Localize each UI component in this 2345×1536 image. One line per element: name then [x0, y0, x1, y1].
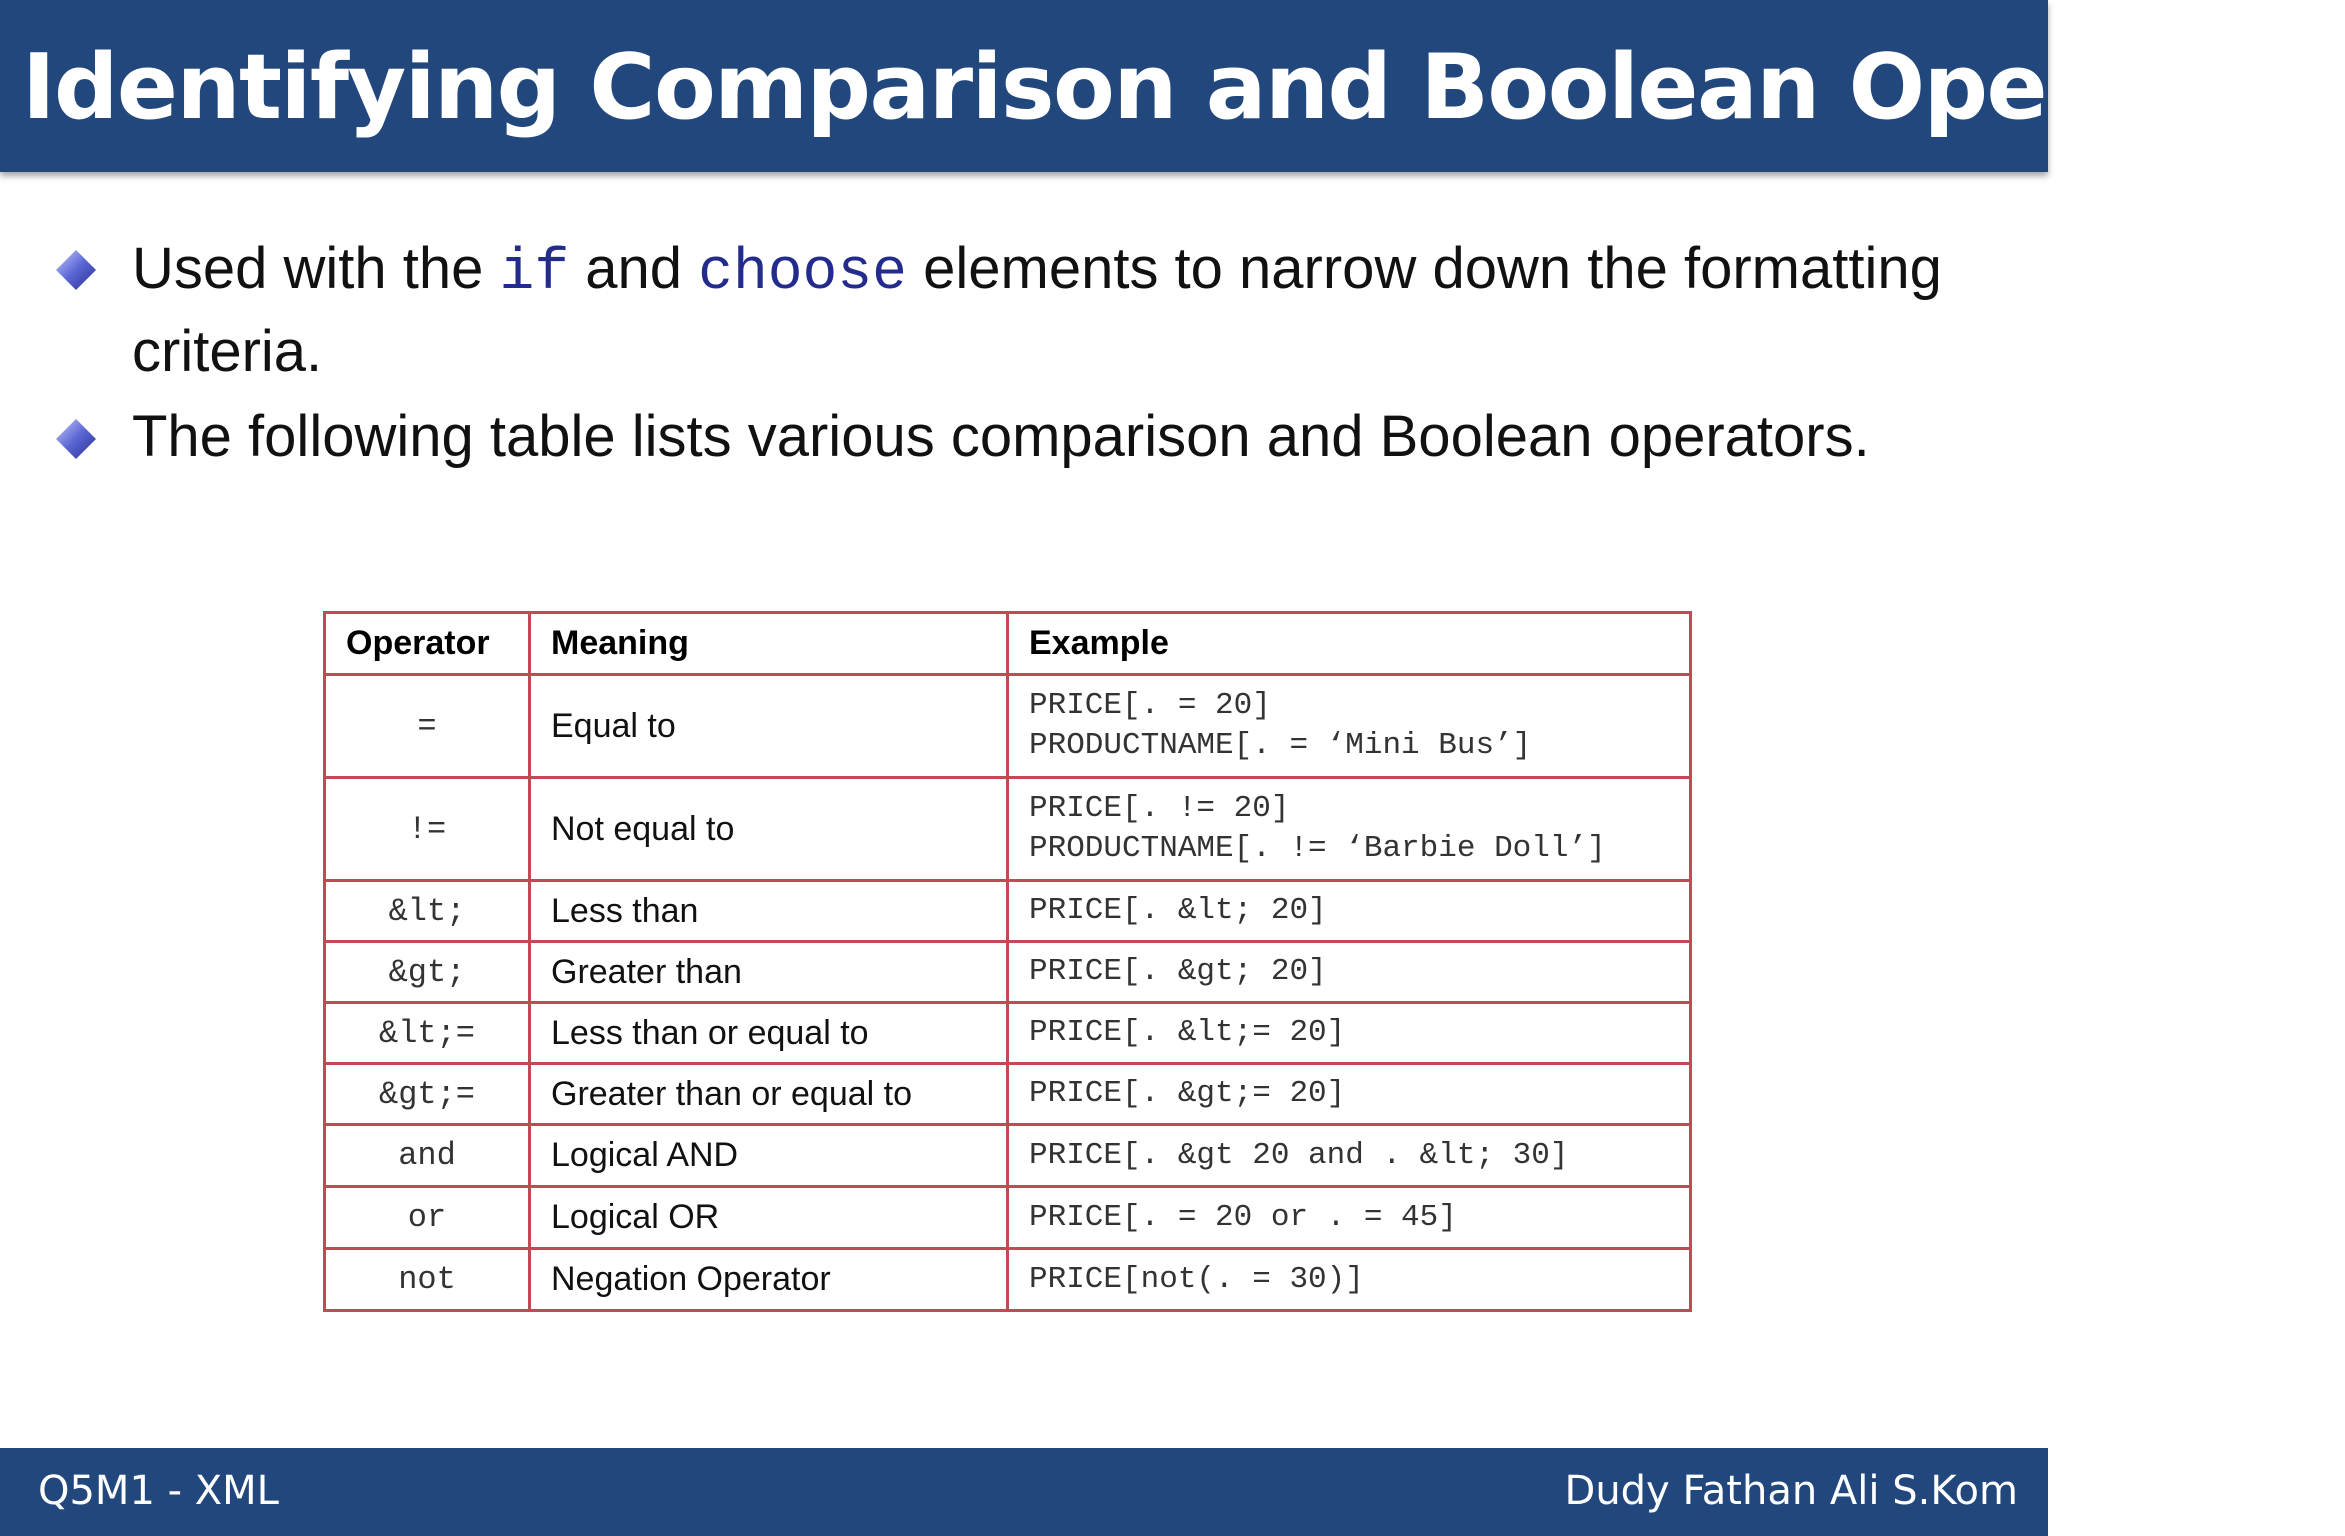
slide-header — [0, 0, 2345, 172]
example-cell: PRICE[. &lt;= 20] — [1008, 1003, 1691, 1064]
meaning-cell: Not equal to — [530, 778, 1008, 881]
meaning-cell: Greater than — [530, 942, 1008, 1003]
example-cell: PRICE[. &gt 20 and . &lt; 30] — [1008, 1125, 1691, 1187]
bullet-text: Used with the — [132, 236, 500, 301]
bullet-item-1 — [132, 230, 1952, 391]
operator-cell: != — [325, 778, 530, 881]
example-cell: PRICE[not(. = 30)] — [1008, 1249, 1691, 1311]
meaning-cell: Less than — [530, 881, 1008, 942]
table-row — [325, 1003, 1691, 1064]
bullet-text: and — [569, 236, 699, 301]
meaning-cell: Negation Operator — [530, 1249, 1008, 1311]
table-row — [325, 778, 1691, 881]
bullet-item-2: The following table lists various comparison and Boolean operators. — [132, 404, 1870, 469]
table-row — [325, 881, 1691, 942]
bullet-text: elements to narrow down the formatting criteria. — [132, 236, 1942, 384]
example-line: PRODUCTNAME[. != ‘Barbie Doll’] — [1029, 831, 1606, 866]
slide-footer — [0, 1448, 2048, 1536]
operator-cell: &gt;= — [325, 1064, 530, 1125]
table-row — [325, 942, 1691, 1003]
code-choose: choose — [698, 241, 907, 306]
example-cell — [1008, 778, 1691, 881]
operators-table — [323, 611, 1692, 1312]
operator-cell: not — [325, 1249, 530, 1311]
slide-title: Identifying Comparison and Boolean Operators — [22, 35, 2345, 140]
example-line: PRICE[. = 20] — [1029, 688, 1271, 723]
meaning-cell: Greater than or equal to — [530, 1064, 1008, 1125]
code-if: if — [499, 241, 570, 306]
example-cell: PRICE[. &lt; 20] — [1008, 881, 1691, 942]
diamond-bullet-icon — [54, 417, 98, 461]
operator-cell: &gt; — [325, 942, 530, 1003]
diamond-bullet-icon — [54, 248, 98, 292]
table-row — [325, 1064, 1691, 1125]
operator-cell: &lt; — [325, 881, 530, 942]
meaning-cell: Logical AND — [530, 1125, 1008, 1187]
table-row — [325, 1125, 1691, 1187]
operator-cell: or — [325, 1187, 530, 1249]
operator-cell: and — [325, 1125, 530, 1187]
example-cell: PRICE[. &gt;= 20] — [1008, 1064, 1691, 1125]
table-row — [325, 1187, 1691, 1249]
header-operator: Operator — [325, 613, 530, 675]
author-name: Dudy Fathan Ali S.Kom — [1564, 1468, 2018, 1514]
table-row — [325, 675, 1691, 778]
example-cell: PRICE[. &gt; 20] — [1008, 942, 1691, 1003]
table-row — [325, 1249, 1691, 1311]
example-line: PRODUCTNAME[. = ‘Mini Bus’] — [1029, 728, 1532, 763]
example-cell: PRICE[. = 20 or . = 45] — [1008, 1187, 1691, 1249]
meaning-cell: Logical OR — [530, 1187, 1008, 1249]
example-cell — [1008, 675, 1691, 778]
operator-cell: = — [325, 675, 530, 778]
operator-cell: &lt;= — [325, 1003, 530, 1064]
meaning-cell: Equal to — [530, 675, 1008, 778]
header-example: Example — [1008, 613, 1691, 675]
course-code: Q5M1 - XML — [38, 1468, 279, 1514]
example-line: PRICE[. != 20] — [1029, 791, 1290, 826]
meaning-cell: Less than or equal to — [530, 1003, 1008, 1064]
table-header-row — [325, 613, 1691, 675]
header-meaning: Meaning — [530, 613, 1008, 675]
